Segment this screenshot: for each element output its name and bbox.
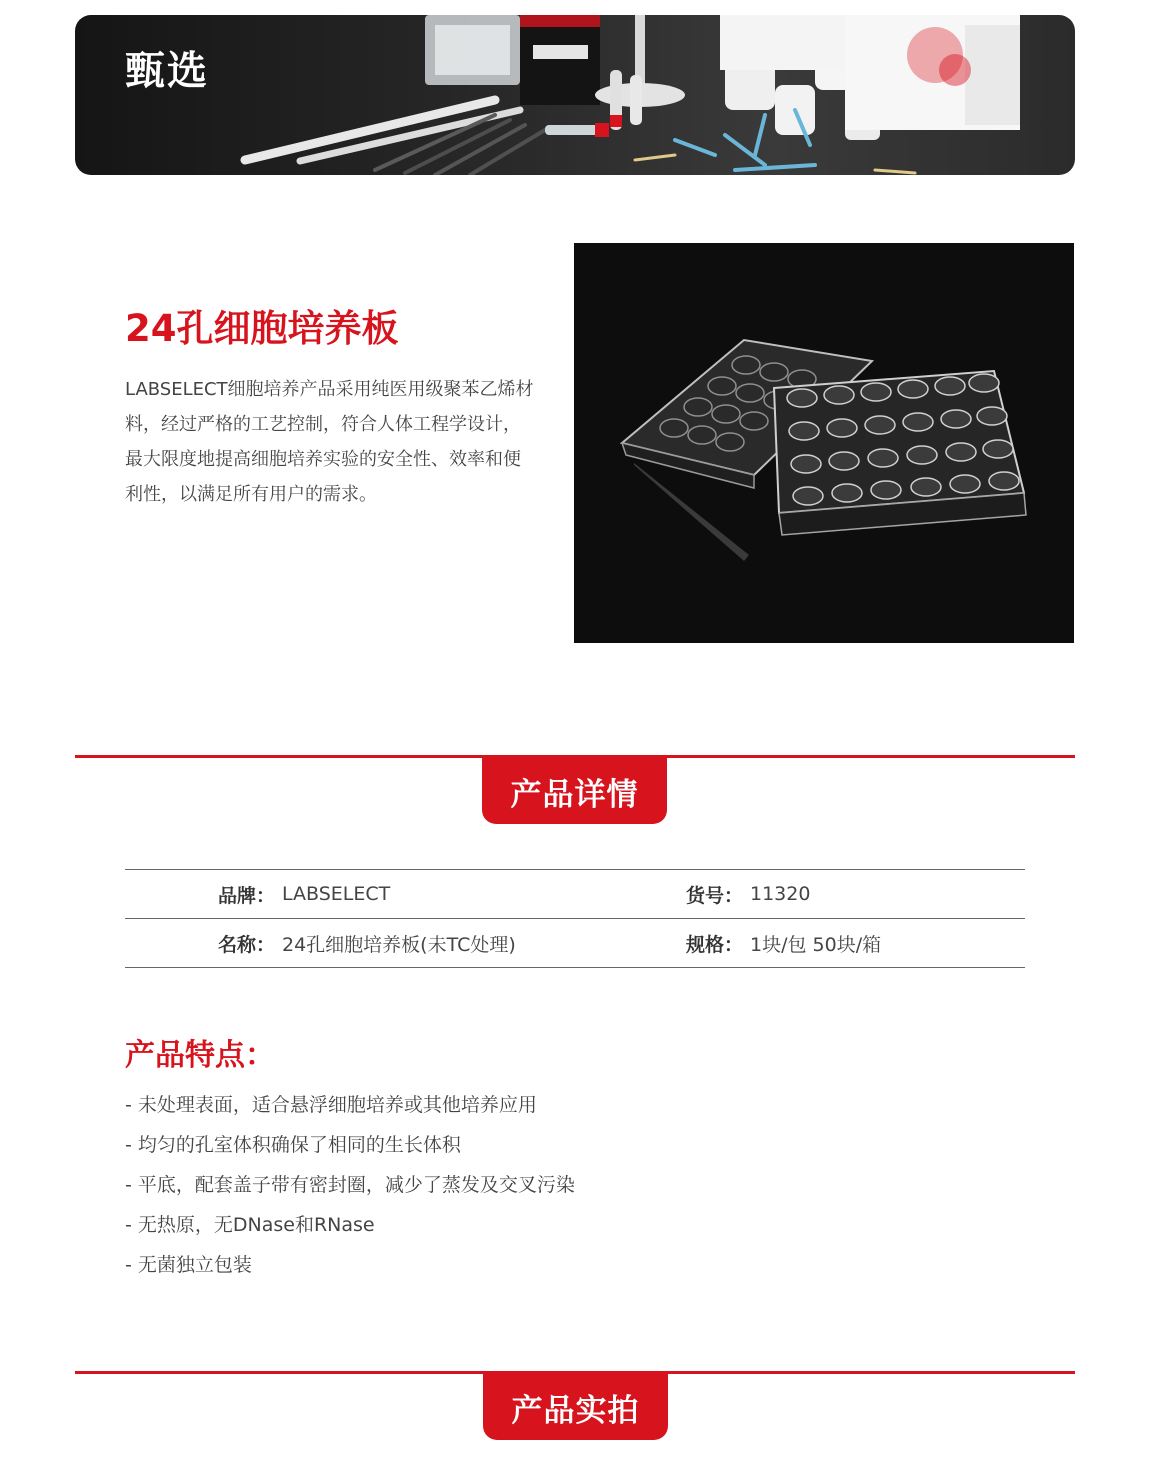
spec-label: 名称： xyxy=(218,933,276,956)
spec-table xyxy=(125,869,1025,968)
culture-plate-illustration xyxy=(574,243,1074,643)
section-tab-details: 产品详情 xyxy=(482,758,667,824)
spec-value: 1块/包 50块/箱 xyxy=(750,933,882,956)
hero-banner xyxy=(75,15,1075,175)
list-item: - 均匀的孔室体积确保了相同的生长体积 xyxy=(125,1134,461,1156)
product-description: LABSELECT细胞培养产品采用纯医用级聚苯乙烯材料，经过严格的工艺控制，符合人体工程学设计，最大限度地提高细胞培养实验的安全性、效率和便利性，以满足所有用户的需求。 xyxy=(125,379,534,505)
features-list xyxy=(125,1087,575,1287)
product-photo xyxy=(574,243,1074,643)
section-tab-photos: 产品实拍 xyxy=(483,1374,668,1440)
list-item: - 平底，配套盖子带有密封圈，减少了蒸发及交叉污染 xyxy=(125,1174,575,1196)
spec-label: 规格： xyxy=(686,933,744,956)
spec-value: LABSELECT xyxy=(282,883,391,905)
list-item: - 未处理表面，适合悬浮细胞培养或其他培养应用 xyxy=(125,1094,537,1116)
spec-row xyxy=(125,870,1025,919)
lab-products-illustration xyxy=(75,15,1075,175)
spec-label: 货号： xyxy=(686,884,744,907)
spec-row xyxy=(125,919,1025,968)
list-item: - 无菌独立包装 xyxy=(125,1254,252,1276)
product-title: 24孔细胞培养板 xyxy=(125,307,399,350)
spec-label: 品牌： xyxy=(218,884,276,907)
spec-value: 24孔细胞培养板(未TC处理) xyxy=(282,933,516,956)
spec-value: 11320 xyxy=(750,883,811,905)
features-title: 产品特点： xyxy=(125,1038,275,1073)
list-item: - 无热原，无DNase和RNase xyxy=(125,1214,375,1236)
banner-title: 甄选 xyxy=(125,48,209,94)
